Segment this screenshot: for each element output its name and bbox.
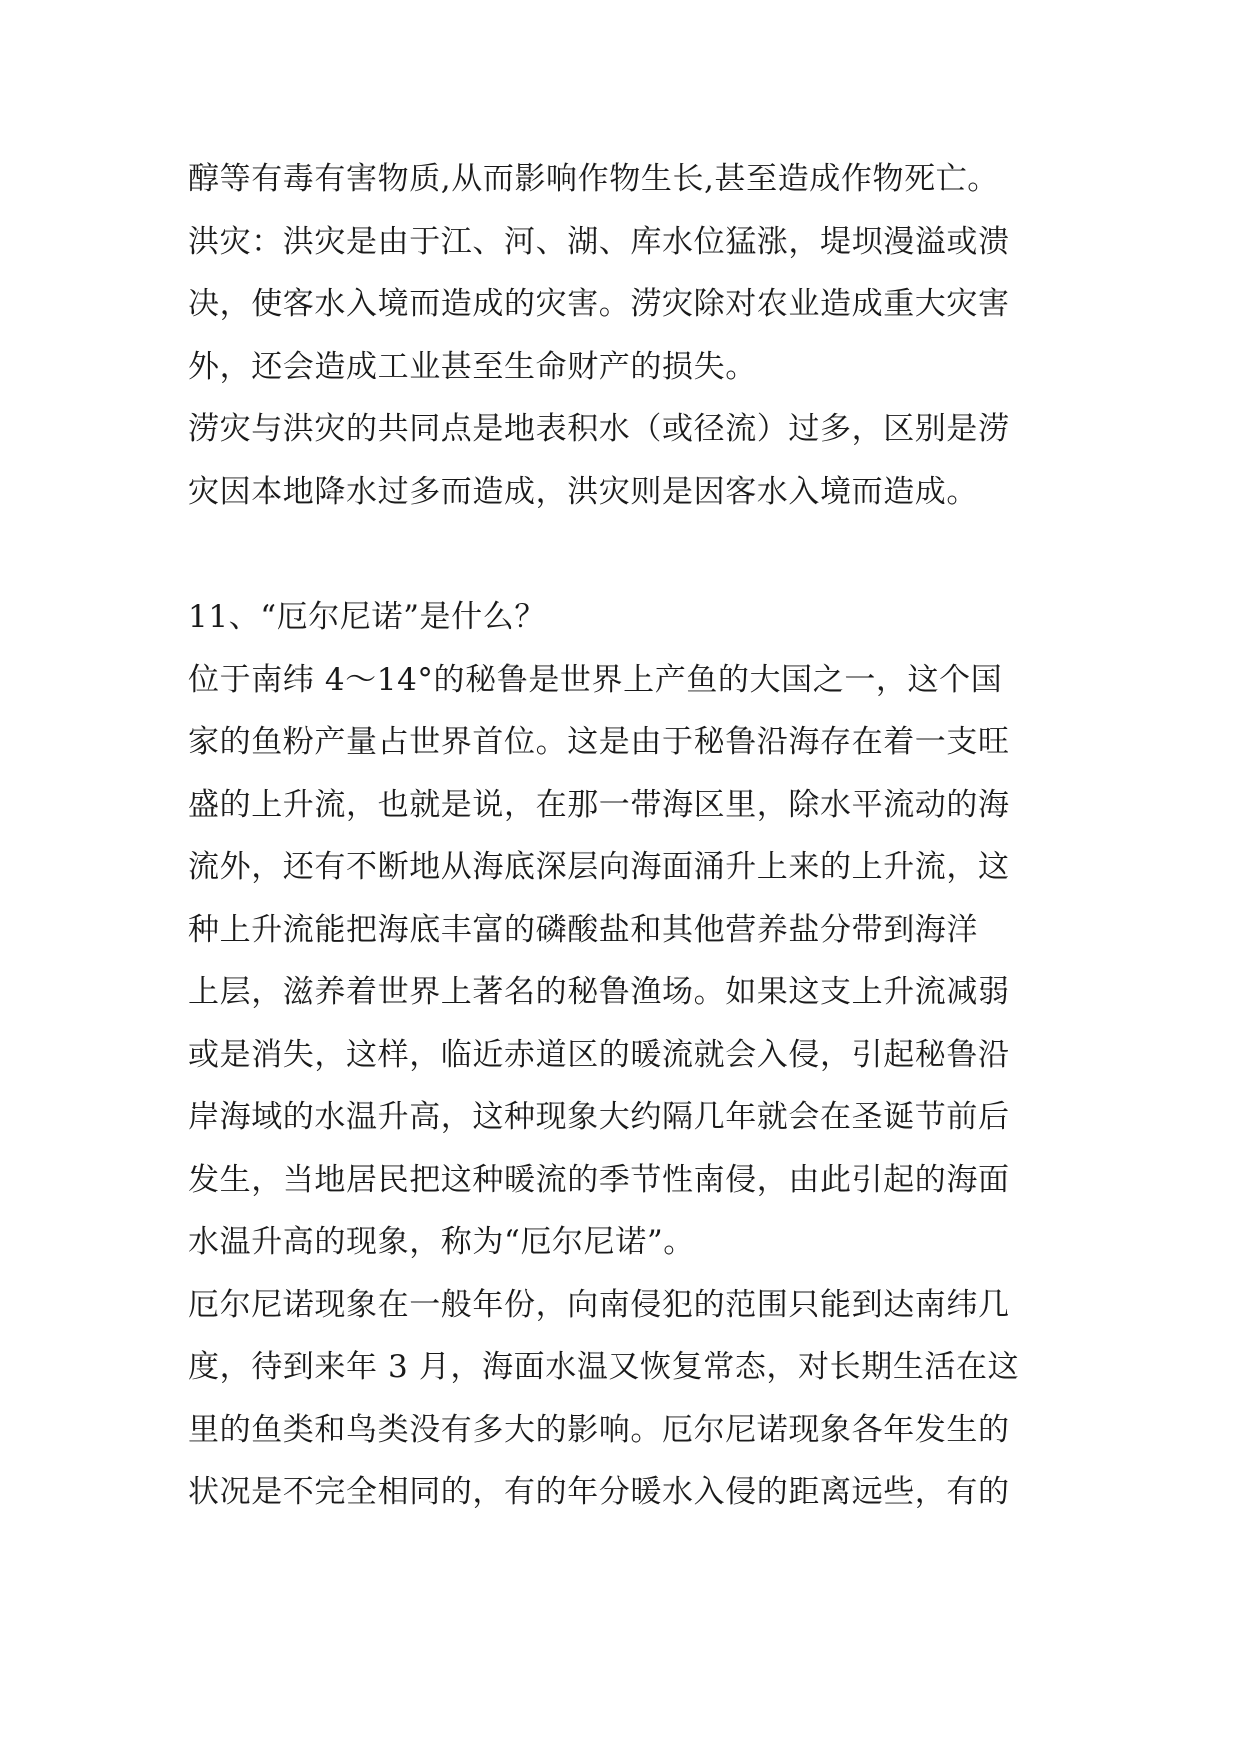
text-line: 水温升高的现象，称为“厄尔尼诺”。 [188,1224,695,1260]
text-line: 流外，还有不断地从海底深层向海面涌升上来的上升流，这 [188,849,1010,885]
paragraph-flood-definition [188,211,1068,399]
text-line: 上层，滋养着世界上著名的秘鲁渔场。如果这支上升流减弱 [188,974,1010,1010]
document-page [188,148,1068,1524]
text-line: 厄尔尼诺现象在一般年份，向南侵犯的范围只能到达南纬几 [188,1286,1010,1323]
section-heading: 11、“厄尔尼诺”是什么？ [188,599,546,635]
text-line: 家的鱼粉产量占世界首位。这是由于秘鲁沿海存在着一支旺 [188,724,1010,760]
paragraph-el-nino-variation [188,1274,1068,1524]
text-line: 或是消失，这样，临近赤道区的暖流就会入侵，引起秘鲁沿 [188,1036,1010,1073]
text-line: 度，待到来年 3 月，海面水温又恢复常态，对长期生活在这 [188,1349,1020,1385]
text-line: 灾因本地降水过多而造成，洪灾则是因客水入境而造成。 [188,473,978,510]
paragraph-poison-effects [188,148,1068,211]
paragraph-flood-comparison [188,398,1068,523]
text-line: 里的鱼类和鸟类没有多大的影响。厄尔尼诺现象各年发生的 [188,1411,1010,1448]
text-line: 状况是不完全相同的，有的年分暖水入侵的距离远些，有的 [188,1474,1010,1510]
text-line: 洪灾：洪灾是由于江、河、湖、库水位猛涨，堤坝漫溢或溃 [188,223,1010,260]
blank-line [188,523,1068,586]
text-line: 位于南纬 4～14°的秘鲁是世界上产鱼的大国之一，这个国 [188,661,1003,698]
text-line: 外，还会造成工业甚至生命财产的损失。 [188,348,757,385]
text-line: 种上升流能把海底丰富的磷酸盐和其他营养盐分带到海洋 [188,911,978,948]
text-line: 盛的上升流，也就是说，在那一带海区里，除水平流动的海 [188,786,1010,823]
text-line: 决，使客水入境而造成的灾害。涝灾除对农业造成重大灾害 [188,286,1010,322]
text-line: 发生，当地居民把这种暖流的季节性南侵，由此引起的海面 [188,1161,1010,1198]
paragraph-el-nino-definition [188,649,1068,1274]
text-line: 岸海域的水温升高，这种现象大约隔几年就会在圣诞节前后 [188,1099,1010,1135]
text-line: 涝灾与洪灾的共同点是地表积水（或径流）过多，区别是涝 [188,411,1010,447]
text-line: 醇等有毒有害物质,从而影响作物生长,甚至造成作物死亡。 [188,161,999,197]
